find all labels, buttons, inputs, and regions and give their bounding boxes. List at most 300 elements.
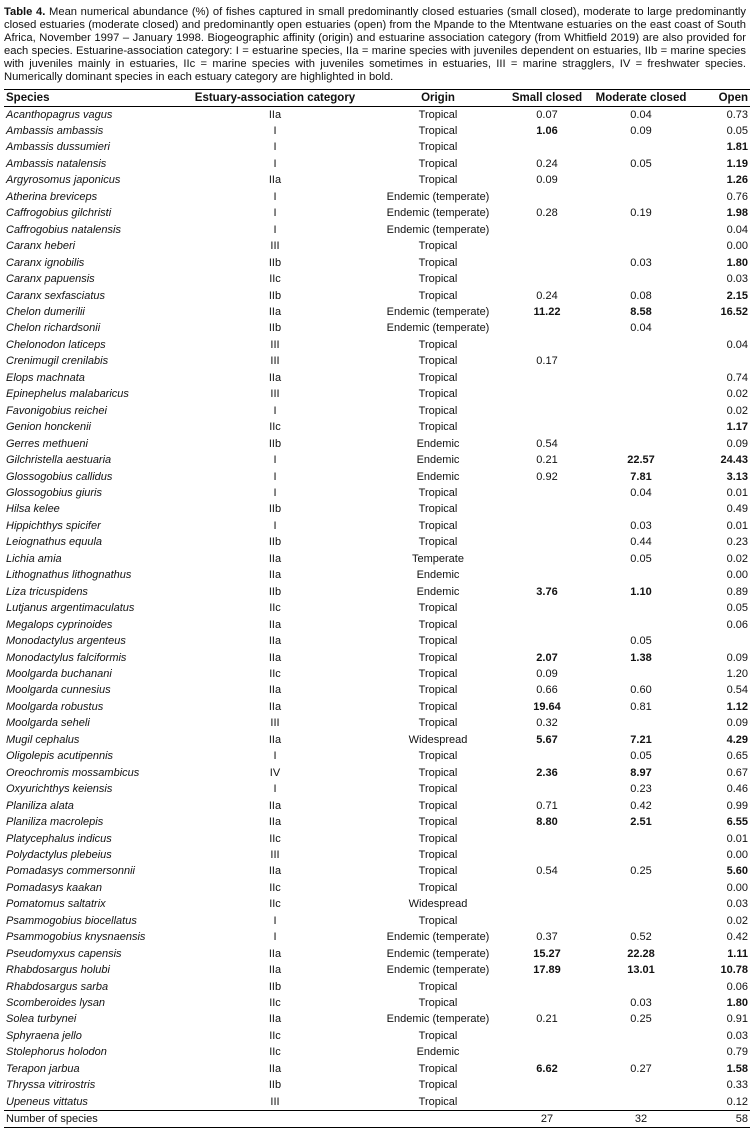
table-row	[4, 452, 750, 468]
moderate-closed-cell: 8.58	[630, 306, 652, 318]
category-cell: III	[270, 240, 280, 253]
moderate-closed-cell: 0.44	[630, 536, 652, 549]
moderate-closed-cell	[590, 715, 692, 731]
small-closed-cell: 0.54	[536, 437, 558, 450]
species-cell: Caranx ignobilis	[6, 256, 85, 269]
table-row	[4, 699, 750, 715]
species-cell: Rhabdosargus sarba	[6, 980, 109, 993]
origin-cell: Endemic (temperate)	[386, 931, 490, 944]
footer-cell	[178, 1111, 372, 1128]
moderate-closed-cell: 0.42	[630, 799, 652, 812]
origin-cell: Endemic	[416, 585, 460, 598]
small-closed-cell	[504, 551, 590, 567]
origin-cell: Tropical	[418, 421, 458, 434]
table-row	[4, 682, 750, 698]
origin-cell: Tropical	[418, 1029, 458, 1042]
origin-cell: Tropical	[418, 618, 458, 631]
moderate-closed-cell: 7.81	[630, 470, 652, 483]
species-cell: Hippichthys spicifer	[6, 519, 101, 532]
moderate-closed-cell	[590, 847, 692, 863]
origin-cell: Tropical	[418, 289, 458, 302]
open-cell: 0.03	[726, 898, 748, 911]
table-row	[4, 995, 750, 1011]
table-row	[4, 600, 750, 616]
species-cell: Moolgarda robustus	[6, 700, 104, 713]
open-cell: 0.09	[726, 437, 748, 450]
small-closed-cell	[504, 748, 590, 764]
origin-cell: Tropical	[372, 1094, 504, 1111]
moderate-closed-cell: 1.38	[630, 651, 652, 664]
moderate-closed-cell	[590, 189, 692, 205]
small-closed-cell: 6.62	[536, 1062, 558, 1075]
species-cell: Pomadasys kaakan	[6, 881, 102, 894]
open-cell: 0.65	[726, 750, 748, 763]
open-cell: 4.29	[726, 733, 748, 746]
small-closed-cell: 0.24	[536, 289, 558, 302]
moderate-closed-cell	[590, 666, 692, 682]
footer-moderate-closed-count: 32	[590, 1111, 692, 1128]
table-row	[4, 238, 750, 254]
small-closed-cell	[504, 781, 590, 797]
table-row	[4, 567, 750, 583]
moderate-closed-cell: 0.03	[630, 519, 652, 532]
open-cell: 16.52	[720, 306, 748, 318]
table-row	[4, 222, 750, 238]
small-closed-cell	[504, 847, 590, 863]
category-cell: I	[273, 486, 277, 499]
moderate-closed-cell	[590, 139, 692, 155]
species-cell: Megalops cyprinoides	[6, 618, 113, 631]
header-moderate-closed: Moderate closed	[590, 89, 692, 106]
origin-cell: Endemic (temperate)	[386, 223, 490, 236]
small-closed-cell	[504, 238, 590, 254]
category-cell: IIa	[268, 552, 282, 565]
moderate-closed-cell	[590, 896, 692, 912]
open-cell: 0.06	[726, 618, 748, 631]
category-cell: III	[270, 717, 280, 730]
moderate-closed-cell: 7.21	[630, 733, 652, 746]
category-cell: IIc	[269, 421, 281, 434]
origin-cell: Widespread	[408, 898, 468, 911]
species-cell: Ambassis ambassis	[6, 125, 104, 138]
origin-cell: Tropical	[418, 799, 458, 812]
moderate-closed-cell: 2.51	[630, 816, 652, 829]
origin-cell: Tropical	[418, 816, 458, 829]
table-row	[4, 896, 750, 912]
species-cell: Mugil cephalus	[6, 733, 80, 746]
open-cell: 1.19	[726, 157, 748, 170]
category-cell: IIa	[268, 684, 282, 697]
table-row	[4, 748, 750, 764]
small-closed-cell: 0.21	[536, 454, 558, 467]
small-closed-cell	[504, 1028, 590, 1044]
table-row	[4, 320, 750, 336]
category-cell: I	[273, 454, 277, 467]
table-row	[4, 534, 750, 550]
species-cell: Solea turbynei	[6, 1013, 77, 1026]
open-cell: 0.89	[726, 585, 748, 598]
category-cell: IIa	[268, 1013, 282, 1026]
species-cell: Sphyraena jello	[6, 1029, 82, 1042]
open-cell: 0.00	[726, 569, 748, 582]
small-closed-cell	[504, 403, 590, 419]
table-row	[4, 650, 750, 666]
small-closed-cell	[504, 501, 590, 517]
category-cell: IIb	[268, 322, 282, 335]
small-closed-cell	[504, 1044, 590, 1060]
moderate-closed-cell	[590, 238, 692, 254]
moderate-closed-cell	[590, 1044, 692, 1060]
origin-cell: Tropical	[418, 783, 458, 796]
small-closed-cell: 0.66	[536, 684, 558, 697]
species-cell: Lithognathus lithognathus	[6, 569, 132, 582]
table-row	[4, 831, 750, 847]
table-row	[4, 979, 750, 995]
table-row	[4, 255, 750, 271]
moderate-closed-cell: 0.19	[630, 207, 652, 220]
species-cell: Stolephorus holodon	[6, 1046, 107, 1059]
small-closed-cell	[504, 534, 590, 550]
origin-cell: Tropical	[418, 997, 458, 1010]
species-cell: Moolgarda cunnesius	[6, 684, 111, 697]
origin-cell: Tropical	[418, 404, 458, 417]
small-closed-cell: 0.71	[536, 799, 558, 812]
species-cell: Pomatomus saltatrix	[6, 898, 106, 911]
category-cell: IIc	[269, 1029, 281, 1042]
open-cell: 0.00	[726, 848, 748, 861]
table-row	[4, 765, 750, 781]
species-cell: Leiognathus equula	[6, 536, 103, 549]
moderate-closed-cell: 0.52	[630, 931, 652, 944]
table-row	[4, 139, 750, 155]
open-cell	[692, 353, 750, 369]
table-header-row	[4, 89, 750, 106]
open-cell	[692, 320, 750, 336]
table-row	[4, 205, 750, 221]
moderate-closed-cell	[590, 880, 692, 896]
moderate-closed-cell: 0.05	[630, 157, 652, 170]
category-cell: IIa	[268, 371, 282, 384]
category-cell: IIa	[268, 700, 282, 713]
table-row	[4, 370, 750, 386]
origin-cell: Endemic (temperate)	[386, 1013, 490, 1026]
category-cell: IIb	[268, 585, 282, 598]
category-cell: IIa	[268, 733, 282, 746]
header-species: Species	[4, 89, 178, 106]
origin-cell: Tropical	[418, 486, 458, 499]
origin-cell: Tropical	[418, 273, 458, 286]
category-cell: IIa	[268, 816, 282, 829]
species-cell: Chelon dumerilii	[6, 306, 85, 318]
small-closed-cell	[504, 896, 590, 912]
category-cell: IIb	[268, 256, 282, 269]
species-cell: Oligolepis acutipennis	[6, 750, 114, 763]
moderate-closed-cell: 0.08	[630, 289, 652, 302]
table-row	[4, 913, 750, 929]
table-row	[4, 271, 750, 287]
category-cell: IIa	[268, 964, 282, 977]
small-closed-cell: 0.24	[536, 157, 558, 170]
small-closed-cell: 2.07	[536, 651, 558, 664]
category-cell: I	[273, 931, 277, 944]
category-cell: IV	[269, 766, 281, 779]
origin-cell: Tropical	[418, 338, 458, 351]
moderate-closed-cell: 0.05	[630, 552, 652, 565]
open-cell: 0.05	[726, 602, 748, 615]
open-cell: 0.04	[726, 223, 748, 236]
caption-text: Mean numerical abundance (%) of fishes captured in small predominantly closed estuaries (small closed), moderate to large predominantly closed estuaries (moderate closed) and predominantly open estuaries (open) from the Mpande to the Mtentwane estuaries on the east coast of South Africa, November 1997 – January 1998. Biogeographic affinity (origin) and estuarine association category (from Whitfield 2019) are also provided for each species. Estuarine-association category: I = estuarine species, IIa = marine species with juveniles dependent on estuaries, IIb = marine species with juveniles mainly in estuaries, IIc = marine species with juveniles sometimes in estuaries, III = marine stragglers, IV = freshwater species. Numerically dominant species in each estuary category are highlighted in bold.	[4, 6, 747, 84]
table-row	[4, 617, 750, 633]
table-row	[4, 106, 750, 123]
table-caption	[4, 6, 746, 85]
moderate-closed-cell: 8.97	[630, 766, 652, 779]
category-cell: IIc	[269, 602, 281, 615]
moderate-closed-cell	[590, 436, 692, 452]
small-closed-cell	[504, 485, 590, 501]
open-cell: 0.01	[726, 832, 748, 845]
species-cell: Oxyurichthys keiensis	[6, 783, 113, 796]
open-cell: 0.49	[726, 503, 748, 516]
small-closed-cell: 0.92	[536, 470, 558, 483]
species-cell: Caranx sexfasciatus	[6, 289, 106, 302]
table-row	[4, 419, 750, 435]
species-cell: Rhabdosargus holubi	[6, 964, 110, 977]
category-cell: IIb	[268, 536, 282, 549]
origin-cell: Tropical	[418, 848, 458, 861]
open-cell: 1.80	[726, 997, 748, 1010]
species-cell: Acanthopagrus vagus	[6, 108, 113, 121]
moderate-closed-cell	[590, 617, 692, 633]
header-open: Open	[692, 89, 750, 106]
moderate-closed-cell: 0.04	[630, 486, 652, 499]
species-cell: Platycephalus indicus	[6, 832, 112, 845]
table-row	[4, 946, 750, 962]
origin-cell: Tropical	[418, 174, 458, 187]
moderate-closed-cell: 0.03	[630, 256, 652, 269]
species-cell: Monodactylus argenteus	[6, 635, 126, 648]
open-cell: 0.67	[726, 766, 748, 779]
moderate-closed-cell	[590, 1094, 692, 1111]
species-cell: Monodactylus falciformis	[6, 651, 127, 664]
open-cell: 0.02	[726, 914, 748, 927]
moderate-closed-cell	[590, 353, 692, 369]
small-closed-cell	[504, 831, 590, 847]
species-cell: Lichia amia	[6, 552, 62, 565]
moderate-closed-cell	[590, 979, 692, 995]
small-closed-cell: 3.76	[536, 585, 558, 598]
species-cell: Oreochromis mossambicus	[6, 766, 140, 779]
small-closed-cell	[504, 386, 590, 402]
origin-cell: Endemic (temperate)	[386, 190, 490, 203]
species-cell: Planiliza alata	[6, 799, 74, 812]
moderate-closed-cell: 1.10	[630, 585, 652, 598]
table-row	[4, 172, 750, 188]
origin-cell: Endemic	[416, 569, 460, 582]
category-cell: IIc	[269, 898, 281, 911]
open-cell: 3.13	[726, 470, 748, 483]
species-cell: Epinephelus malabaricus	[6, 388, 129, 401]
small-closed-cell: 2.36	[536, 766, 558, 779]
species-cell: Genion honckenii	[6, 421, 92, 434]
small-closed-cell: 1.06	[536, 125, 558, 138]
open-cell: 0.12	[692, 1094, 750, 1111]
origin-cell: Tropical	[418, 141, 458, 154]
species-cell: Upeneus vittatus	[4, 1094, 178, 1111]
category-cell: IIa	[268, 174, 282, 187]
open-cell: 0.76	[726, 190, 748, 203]
small-closed-cell: 0.37	[536, 931, 558, 944]
moderate-closed-cell	[590, 567, 692, 583]
table-row	[4, 1061, 750, 1077]
header-small-closed: Small closed	[504, 89, 590, 106]
moderate-closed-cell: 0.04	[630, 108, 652, 121]
footer-cell	[372, 1111, 504, 1128]
origin-cell: Endemic	[416, 470, 460, 483]
open-cell: 0.02	[726, 388, 748, 401]
category-cell: IIa	[268, 306, 282, 318]
species-cell: Caffrogobius gilchristi	[6, 207, 112, 220]
species-cell: Chelonodon laticeps	[6, 338, 106, 351]
category-cell: III	[270, 355, 280, 368]
moderate-closed-cell: 0.09	[630, 125, 652, 138]
category-cell: IIb	[268, 1079, 282, 1092]
table-row	[4, 288, 750, 304]
species-cell: Gilchristella aestuaria	[6, 454, 112, 467]
origin-cell: Endemic (temperate)	[386, 322, 490, 335]
small-closed-cell	[504, 979, 590, 995]
moderate-closed-cell: 0.05	[630, 750, 652, 763]
small-closed-cell	[504, 1094, 590, 1111]
category-cell: I	[273, 190, 277, 203]
small-closed-cell	[504, 320, 590, 336]
table-row	[4, 732, 750, 748]
origin-cell: Tropical	[418, 519, 458, 532]
species-cell: Thryssa vitrirostris	[6, 1079, 96, 1092]
small-closed-cell: 0.32	[536, 717, 558, 730]
table-row	[4, 403, 750, 419]
moderate-closed-cell: 22.57	[627, 454, 655, 467]
category-cell: IIc	[269, 273, 281, 286]
category-cell: I	[273, 223, 277, 236]
moderate-closed-cell: 0.05	[630, 635, 652, 648]
moderate-closed-cell	[590, 271, 692, 287]
category-cell: IIa	[268, 618, 282, 631]
category-cell: IIc	[269, 832, 281, 845]
moderate-closed-cell	[590, 913, 692, 929]
moderate-closed-cell	[590, 386, 692, 402]
small-closed-cell	[504, 600, 590, 616]
open-cell: 1.58	[726, 1062, 748, 1075]
open-cell: 0.00	[726, 881, 748, 894]
origin-cell: Widespread	[408, 733, 468, 746]
small-closed-cell	[504, 139, 590, 155]
open-cell: 0.33	[726, 1079, 748, 1092]
origin-cell: Tropical	[418, 240, 458, 253]
origin-cell: Endemic (temperate)	[386, 947, 490, 960]
category-cell: III	[178, 1094, 372, 1111]
open-cell: 0.79	[726, 1046, 748, 1059]
table-row	[4, 189, 750, 205]
moderate-closed-cell	[590, 337, 692, 353]
small-closed-cell: 0.54	[536, 865, 558, 878]
category-cell: IIb	[268, 980, 282, 993]
footer-open-count: 58	[692, 1111, 750, 1128]
small-closed-cell: 0.21	[536, 1013, 558, 1026]
origin-cell: Tropical	[418, 355, 458, 368]
category-cell: I	[273, 404, 277, 417]
species-cell: Gerres methueni	[6, 437, 88, 450]
open-cell: 0.05	[726, 125, 748, 138]
category-cell: I	[273, 125, 277, 138]
open-cell: 0.01	[726, 519, 748, 532]
category-cell: IIa	[268, 865, 282, 878]
table-row	[4, 551, 750, 567]
species-cell: Psammogobius knysnaensis	[6, 931, 146, 944]
category-cell: I	[273, 750, 277, 763]
open-cell: 5.60	[726, 865, 748, 878]
moderate-closed-cell	[590, 419, 692, 435]
category-cell: I	[273, 783, 277, 796]
origin-cell: Tropical	[418, 388, 458, 401]
origin-cell: Tropical	[418, 602, 458, 615]
category-cell: IIb	[268, 289, 282, 302]
small-closed-cell	[504, 880, 590, 896]
origin-cell: Endemic (temperate)	[386, 207, 490, 220]
species-cell: Pseudomyxus capensis	[6, 947, 122, 960]
category-cell: I	[273, 470, 277, 483]
table-row	[4, 518, 750, 534]
open-cell: 1.80	[726, 256, 748, 269]
header-origin: Origin	[372, 89, 504, 106]
open-cell: 1.98	[726, 207, 748, 220]
species-cell: Glossogobius callidus	[6, 470, 113, 483]
species-cell: Elops machnata	[6, 371, 85, 384]
table-row	[4, 781, 750, 797]
small-closed-cell	[504, 1077, 590, 1093]
origin-cell: Tropical	[418, 651, 458, 664]
species-cell: Caranx heberi	[6, 240, 76, 253]
small-closed-cell	[504, 222, 590, 238]
open-cell: 6.55	[726, 816, 748, 829]
species-cell: Argyrosomus japonicus	[6, 174, 121, 187]
header-category: Estuary-association category	[178, 89, 372, 106]
small-closed-cell	[504, 617, 590, 633]
origin-cell: Tropical	[418, 256, 458, 269]
origin-cell: Tropical	[418, 157, 458, 170]
moderate-closed-cell: 13.01	[627, 964, 655, 977]
category-cell: IIa	[268, 635, 282, 648]
table-row	[4, 1011, 750, 1027]
category-cell: IIa	[268, 569, 282, 582]
category-cell: IIa	[268, 799, 282, 812]
open-cell: 0.03	[726, 273, 748, 286]
origin-cell: Tropical	[418, 684, 458, 697]
table-row	[4, 1077, 750, 1093]
moderate-closed-cell: 0.03	[630, 997, 652, 1010]
moderate-closed-cell: 0.23	[630, 783, 652, 796]
small-closed-cell: 15.27	[533, 947, 561, 960]
moderate-closed-cell: 0.60	[630, 684, 652, 697]
open-cell: 0.03	[726, 1029, 748, 1042]
moderate-closed-cell	[590, 172, 692, 188]
origin-cell: Tropical	[418, 108, 458, 121]
moderate-closed-cell	[590, 501, 692, 517]
species-cell: Ambassis natalensis	[6, 157, 107, 170]
moderate-closed-cell	[590, 831, 692, 847]
origin-cell: Tropical	[418, 125, 458, 138]
species-cell: Polydactylus plebeius	[6, 848, 112, 861]
origin-cell: Tropical	[418, 1062, 458, 1075]
